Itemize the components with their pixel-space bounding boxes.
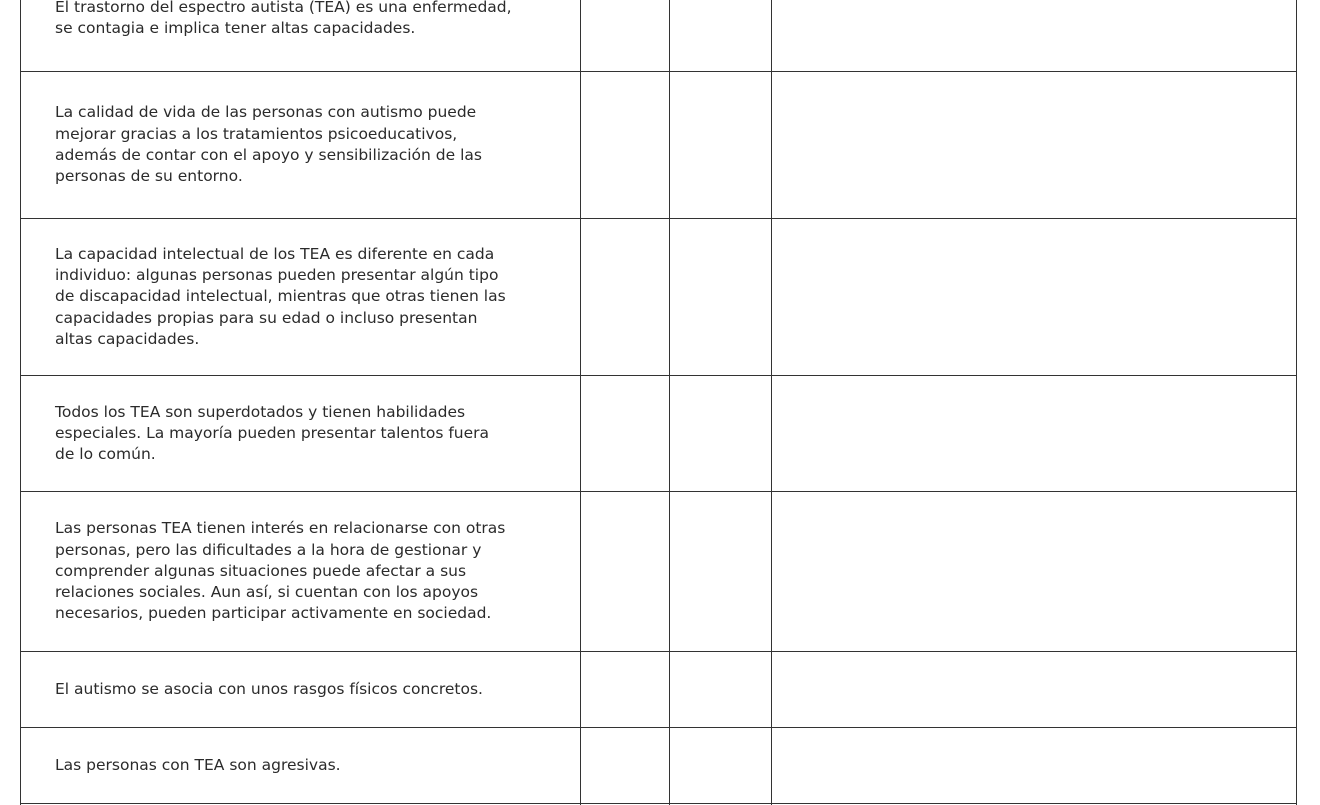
- table-row: [21, 376, 1297, 492]
- answer-cell-b[interactable]: [670, 492, 772, 652]
- statement-cell: [21, 492, 581, 652]
- answer-cell-b[interactable]: [670, 376, 772, 492]
- answer-cell-b[interactable]: [670, 728, 772, 804]
- answer-cell-a[interactable]: [581, 728, 670, 804]
- answer-cell-c[interactable]: [772, 492, 1297, 652]
- statement-cell: [21, 652, 581, 728]
- answer-cell-a[interactable]: [581, 72, 670, 219]
- statement-cell: [21, 219, 581, 376]
- statement-text: Todos los TEA son superdotados y tienen habilidades especiales. La mayoría pueden presentar talentos fuera de lo común.: [55, 402, 490, 464]
- true-false-table: [20, 0, 1297, 805]
- table-row: [21, 728, 1297, 804]
- answer-cell-c[interactable]: [772, 728, 1297, 804]
- answer-cell-b[interactable]: [670, 219, 772, 376]
- answer-cell-b[interactable]: [670, 72, 772, 219]
- statement-cell: [21, 728, 581, 804]
- answer-cell-b[interactable]: [670, 0, 772, 72]
- table-row: [21, 0, 1297, 72]
- answer-cell-c[interactable]: [772, 376, 1297, 492]
- statement-text: La capacidad intelectual de los TEA es diferente en cada individuo: algunas personas pueden presentar algún tipo de discapacidad intelectual, mientras que otras tienen las capacidades propias para su edad o incluso presentan altas capacidades.: [55, 244, 506, 348]
- table-row: [21, 492, 1297, 652]
- answer-cell-a[interactable]: [581, 652, 670, 728]
- statement-cell: [21, 376, 581, 492]
- answer-cell-c[interactable]: [772, 72, 1297, 219]
- statement-text: El trastorno del espectro autista (TEA) es una enfermedad, se contagia e implica tener altas capacidades.: [55, 0, 512, 37]
- answer-cell-b[interactable]: [670, 652, 772, 728]
- statement-cell: [21, 72, 581, 219]
- answer-cell-a[interactable]: [581, 0, 670, 72]
- statement-text: El autismo se asocia con unos rasgos físicos concretos.: [55, 679, 483, 698]
- answer-cell-c[interactable]: [772, 652, 1297, 728]
- table-row: [21, 652, 1297, 728]
- statement-text: Las personas TEA tienen interés en relacionarse con otras personas, pero las dificultades a la hora de gestionar y comprender algunas situaciones puede afectar a sus relaciones sociales. Aun así, si cuentan con los apoyos necesarios, pueden participar activamente en sociedad.: [55, 519, 506, 623]
- table-row: [21, 219, 1297, 376]
- answer-cell-c[interactable]: [772, 219, 1297, 376]
- statement-text: Las personas con TEA son agresivas.: [55, 755, 341, 774]
- table-row: [21, 72, 1297, 219]
- statement-cell: [21, 0, 581, 72]
- answer-cell-c[interactable]: [772, 0, 1297, 72]
- statement-text: La calidad de vida de las personas con autismo puede mejorar gracias a los tratamientos psicoeducativos, además de contar con el apoyo y sensibilización de las personas de su entorno.: [55, 103, 482, 186]
- answer-cell-a[interactable]: [581, 376, 670, 492]
- answer-cell-a[interactable]: [581, 219, 670, 376]
- answer-cell-a[interactable]: [581, 492, 670, 652]
